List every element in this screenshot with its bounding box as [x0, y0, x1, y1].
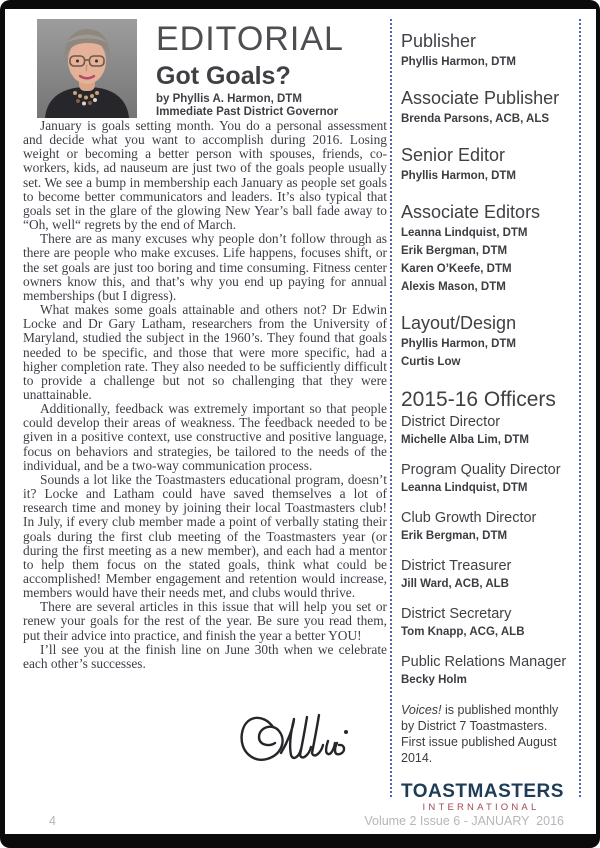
sidebar-name: Phyllis Harmon, DTM: [401, 56, 517, 68]
officers-heading: 2015-16 Officers: [401, 388, 556, 411]
sidebar-section-officers: [401, 388, 575, 689]
international-wordmark: INTERNATIONAL: [422, 802, 540, 813]
officer-entry: [401, 414, 575, 449]
paragraph: January is goals setting month. You do a personal assessment and decide what you want to accomplish during 2016. Losing weight or becoming a better person with spouses, friends, co-workers, kids, ad nauseum are just two of the goals people usually set. We see a bump in membership each January as people set goals to become better communicators and leaders. It’s also typical that goals set in the glare of the glowing New Year’s ball fade away to “Oh, well“ regrets by the end of March.: [23, 118, 387, 233]
officer-name: Becky Holm: [401, 674, 467, 686]
sidebar-name: Phyllis Harmon, DTM: [401, 338, 517, 350]
sidebar-section-associate-editors: [401, 202, 575, 296]
officer-name: Leanna Lindquist, DTM: [401, 482, 528, 494]
paragraph: Additionally, feedback was extremely important so that people could develop their areas of weakness. The feedback needed to be given in a positive context, use constructive and positive language, focus on behaviors and strategies, be tailored to the needs of the individual, and be a two-way communication process.: [23, 401, 387, 473]
officer-role: Club Growth Director: [401, 510, 537, 526]
dotted-divider-left: [390, 19, 392, 797]
officer-role: District Treasurer: [401, 558, 512, 574]
sidebar-name: Phyllis Harmon, DTM: [401, 170, 517, 182]
section-title: EDITORIAL: [156, 20, 344, 58]
publication-note: [401, 702, 573, 766]
article-header: [156, 21, 344, 119]
sidebar-heading: Associate Editors: [401, 202, 541, 222]
sidebar-name: Curtis Low: [401, 356, 461, 368]
sidebar-name: Brenda Parsons, ACB, ALS: [401, 113, 550, 125]
page-number: 4: [49, 814, 56, 828]
issue-line: Volume 2 Issue 6 - JANUARY 2016: [364, 814, 564, 828]
sidebar-section-senior-editor: [401, 145, 575, 185]
masthead-sidebar: [401, 31, 575, 814]
officer-role: District Director: [401, 414, 501, 430]
article-body: [23, 119, 387, 671]
paragraph: Sounds a lot like the Toastmasters educational program, doesn’t it? Locke and Latham could have saved themselves a lot of research time and money by joining their local Toastmasters club! In July, if every club member made a point of verbally stating their goals during the first club meeting of the Toastmasters year (or during the first meeting as a new member), and each had a mentor to help them focus on the stated goals, think what could be accomplished! Member engagement and retention would increase, members would have their needs met, and clubs would thrive.: [23, 471, 387, 601]
page-content: [5, 9, 596, 834]
toastmasters-logo: [401, 781, 564, 814]
article-title: Got Goals?: [156, 62, 291, 90]
publication-note-text: is published monthly by District 7 Toastmasters. First issue published August 2014.: [401, 703, 559, 765]
byline-role: Immediate Past District Governor: [156, 106, 339, 118]
sidebar-heading: Publisher: [401, 31, 477, 51]
officer-name: Michelle Alba Lim, DTM: [401, 434, 530, 446]
paragraph: I’ll see you at the finish line on June 30th when we celebrate each other’s successes.: [23, 641, 387, 671]
sidebar-section-layout-design: [401, 313, 575, 371]
officer-entry: [401, 462, 575, 497]
officer-role: District Secretary: [401, 606, 512, 622]
paragraph: There are as many excuses why people don’t follow through as there are people who make excuses. Life happens, focuses shift, or the set goals are just too boring and time consuming. Fitness center owners know this, and that’s why you end up paying for annual memberships (but I digress).: [23, 231, 387, 303]
dotted-divider-right: [579, 19, 581, 797]
sidebar-section-associate-publisher: [401, 88, 575, 128]
sidebar-heading: Layout/Design: [401, 313, 517, 333]
sidebar-name: Erik Bergman, DTM: [401, 245, 508, 257]
officer-entry: [401, 558, 575, 593]
officer-entry: [401, 606, 575, 641]
officer-name: Tom Knapp, ACG, ALB: [401, 626, 525, 638]
sidebar-heading: Associate Publisher: [401, 88, 560, 108]
sidebar-name: Karen O’Keefe, DTM: [401, 263, 512, 275]
paragraph: There are several articles in this issue that will help you set or renew your goals for the rest of the year. Be sure you read them, put their advice into practice, and finish the year a better YOU!: [23, 599, 387, 643]
sidebar-name: Alexis Mason, DTM: [401, 281, 506, 293]
byline-author: by Phyllis A. Harmon, DTM: [156, 93, 302, 105]
officer-role: Public Relations Manager: [401, 654, 567, 670]
officer-entry: [401, 654, 575, 689]
toastmasters-wordmark: TOASTMASTERS: [401, 781, 564, 802]
officer-entry: [401, 510, 575, 545]
officer-role: Program Quality Director: [401, 462, 561, 478]
publication-title: Voices!: [401, 703, 442, 717]
officer-name: Jill Ward, ACB, ALB: [401, 578, 509, 590]
sidebar-name: Leanna Lindquist, DTM: [401, 227, 528, 239]
signature-phyllis: [233, 701, 363, 791]
paragraph: What makes some goals attainable and others not? Dr Edwin Locke and Dr Gary Latham, researchers from the University of Maryland, studied the subject in the 1960’s. They found that goals needed to be specific, and those that were more specific, had a higher completion rate. They also needed to be sufficiently difficult to provide a challenge but not so challenging that they were unattainable.: [23, 302, 387, 402]
officer-name: Erik Bergman, DTM: [401, 530, 508, 542]
portrait-photo-phyllis-harmon: [37, 19, 137, 118]
sidebar-section-publisher: [401, 31, 575, 71]
sidebar-heading: Senior Editor: [401, 145, 506, 165]
